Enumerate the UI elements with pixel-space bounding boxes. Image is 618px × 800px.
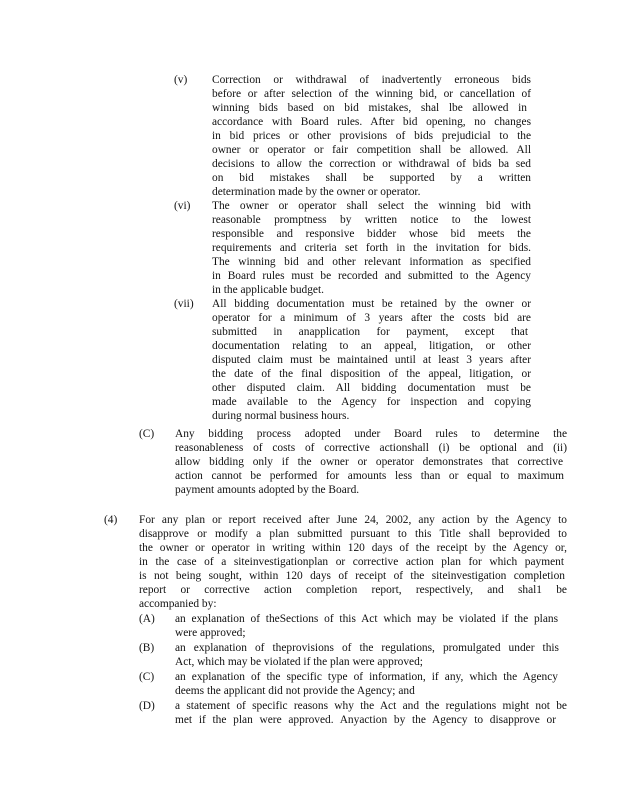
text-line: action cannot be performed for amounts less than or equal to maximum (175, 470, 564, 482)
text-line: made available to the Agency for inspection and copying (212, 396, 531, 408)
text-line: accompanied by: (139, 598, 217, 610)
text-line: during normal business hours. (212, 410, 350, 422)
item-label-a: (A) (139, 613, 155, 625)
text-line: the date of the final disposition of the appeal, litigation, or (212, 368, 531, 380)
item-label-b: (B) (139, 642, 155, 654)
text-line: operator for a minimum of 3 years after the costs bid are (212, 312, 531, 324)
text-line: Act, which may be violated if the plan were approved; (175, 656, 423, 668)
text-line: in Board rules must be recorded and submitted to the Agency (212, 270, 531, 282)
paragraph-label-4: (4) (104, 514, 118, 526)
item-label-vii: (vii) (174, 298, 194, 310)
text-line: requirements and criteria set forth in the invitation for bids. (212, 242, 531, 254)
text-line: disapprove or modify a plan submitted pursuant to this Title shall beprovided to (139, 528, 567, 540)
text-line: For any plan or report received after June 24, 2002, any action by the Agency to (139, 514, 567, 526)
text-line: an explanation of theprovisions of the regulations, promulgated under this (175, 642, 559, 654)
text-line: an explanation of theSections of this Act which may be violated if the plans (175, 613, 558, 625)
text-line: in the case of a siteinvestigationplan or corrective action plan for which payment (139, 556, 564, 568)
item-label-c-2: (C) (139, 671, 155, 683)
item-label-c: (C) (139, 428, 155, 440)
text-line: responsible and responsive bidder whose bid meets the (212, 228, 531, 240)
text-line: The winning bid and other relevant information as specified (212, 256, 531, 268)
item-label-v: (v) (174, 74, 188, 86)
text-line: owner or operator or fair competition shall be allowed. All (212, 144, 531, 156)
text-line: a statement of specific reasons why the Act and the regulations might not be (175, 700, 567, 712)
text-line: All bidding documentation must be retained by the owner or (212, 298, 531, 310)
text-line: Correction or withdrawal of inadvertently erroneous bids (212, 74, 531, 86)
text-line: an explanation of the specific type of information, if any, which the Agency (175, 671, 558, 683)
text-line: in the applicable budget. (212, 284, 324, 296)
text-line: determination made by the owner or operator. (212, 186, 421, 198)
item-label-vi: (vi) (174, 200, 191, 212)
text-line: is not being sought, within 120 days of receipt of the siteinvestigation completion (139, 570, 565, 582)
text-line: reasonableness of costs of corrective actionshall (i) be optional and (ii) (175, 442, 567, 454)
text-line: disputed claim must be maintained until at least 3 years after (212, 354, 531, 366)
text-line: submitted in anapplication for payment, except that (212, 326, 528, 338)
text-line: met if the plan were approved. Anyaction by the Agency to disapprove or (175, 714, 556, 726)
text-line: report or corrective action completion report, respectively, and shal1 be (139, 584, 567, 596)
text-line: the owner or operator in writing within 120 days of the receipt by the Agency or, (139, 542, 567, 554)
text-line: reasonable promptness by written notice to the lowest (212, 214, 531, 226)
text-line: Any bidding process adopted under Board rules to determine the (175, 428, 567, 440)
text-line: deems the applicant did not provide the Agency; and (175, 685, 415, 697)
text-line: other disputed claim. All bidding documentation must be (212, 382, 531, 394)
text-line: The owner or operator shall select the winning bid with (212, 200, 531, 212)
text-line: payment amounts adopted by the Board. (175, 484, 360, 496)
item-label-d: (D) (139, 700, 155, 712)
text-line: winning bids based on bid mistakes, shal lbe allowed in (212, 102, 527, 114)
text-line: on bid mistakes shall be supported by a written (212, 172, 531, 184)
text-line: documentation relating to an appeal, litigation, or other (212, 340, 531, 352)
text-line: decisions to allow the correction or withdrawal of bids ba sed (212, 158, 531, 170)
text-line: before or after selection of the winning bid, or cancellation of (212, 88, 531, 100)
text-line: allow bidding only if the owner or operator demonstrates that corrective (175, 456, 563, 468)
text-line: accordance with Board rules. After bid opening, no changes (212, 116, 531, 128)
text-line: in bid prices or other provisions of bids prejudicial to the (212, 130, 531, 142)
text-line: were approved; (175, 627, 246, 639)
